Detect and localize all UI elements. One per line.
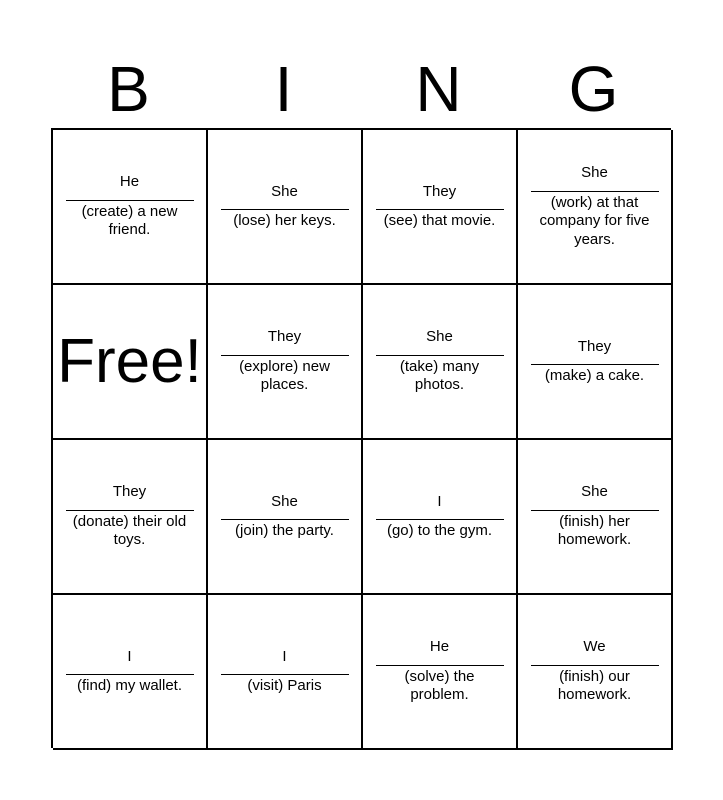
cell-phrase: (visit) Paris xyxy=(247,677,322,694)
bingo-cell xyxy=(363,595,518,750)
answer-blank-line xyxy=(221,674,349,675)
cell-subject: They xyxy=(267,328,302,346)
answer-blank-line xyxy=(66,674,194,675)
header-letter-n: N xyxy=(415,53,462,125)
cell-phrase: (join) the party. xyxy=(235,522,334,539)
bingo-cell xyxy=(53,595,208,750)
bingo-cell xyxy=(518,440,673,595)
bingo-cell xyxy=(53,130,208,285)
cell-subject: I xyxy=(282,647,287,665)
bingo-cell xyxy=(363,285,518,440)
cell-phrase: (finish) our homework. xyxy=(557,667,632,704)
cell-subject: She xyxy=(426,328,453,346)
answer-blank-line xyxy=(221,355,349,356)
bingo-cell xyxy=(518,130,673,285)
cell-subject: He xyxy=(429,638,450,656)
cell-phrase: (see) that movie. xyxy=(383,212,496,229)
bingo-cell xyxy=(518,285,673,440)
answer-blank-line xyxy=(376,665,504,666)
cell-phrase: (explore) new places. xyxy=(239,357,330,394)
bingo-header xyxy=(51,50,671,128)
bingo-cell xyxy=(363,440,518,595)
cell-subject: They xyxy=(112,483,147,501)
cell-subject: She xyxy=(581,164,608,181)
bingo-cell xyxy=(208,595,363,750)
cell-phrase: (take) many photos. xyxy=(399,357,480,394)
cell-subject: He xyxy=(119,173,140,191)
cell-phrase: (donate) their old toys. xyxy=(72,512,187,549)
answer-blank-line xyxy=(221,519,349,520)
answer-blank-line xyxy=(531,191,659,192)
cell-phrase: (work) at that company for five years. xyxy=(539,193,650,248)
header-letter-b: B xyxy=(107,53,150,125)
answer-blank-line xyxy=(531,665,659,666)
bingo-cell xyxy=(208,130,363,285)
bingo-cell xyxy=(208,285,363,440)
cell-phrase: (lose) her keys. xyxy=(233,212,336,229)
bingo-cell xyxy=(518,595,673,750)
answer-blank-line xyxy=(66,510,194,511)
header-letter-g: G xyxy=(568,53,619,125)
cell-subject: I xyxy=(437,492,442,510)
bingo-grid xyxy=(51,128,671,748)
cell-phrase: (go) to the gym. xyxy=(386,522,493,539)
cell-phrase: (solve) the problem. xyxy=(404,667,475,704)
free-space-cell: Free! xyxy=(53,285,208,440)
cell-phrase: (finish) her homework. xyxy=(557,512,632,549)
cell-phrase: (make) a cake. xyxy=(544,367,645,384)
bingo-cell xyxy=(53,440,208,595)
answer-blank-line xyxy=(66,200,194,201)
cell-phrase: (create) a new friend. xyxy=(81,202,178,239)
answer-blank-line xyxy=(531,364,659,365)
cell-subject: I xyxy=(127,647,132,665)
cell-subject: They xyxy=(422,182,457,200)
bingo-cell xyxy=(208,440,363,595)
bingo-cell xyxy=(363,130,518,285)
answer-blank-line xyxy=(376,209,504,210)
cell-phrase: (find) my wallet. xyxy=(76,677,183,694)
cell-subject: They xyxy=(577,337,612,355)
cell-subject: She xyxy=(581,483,608,501)
answer-blank-line xyxy=(221,209,349,210)
answer-blank-line xyxy=(376,519,504,520)
cell-subject: She xyxy=(271,182,298,200)
cell-subject: She xyxy=(271,492,298,510)
answer-blank-line xyxy=(531,510,659,511)
header-letter-i: I xyxy=(274,53,293,125)
answer-blank-line xyxy=(376,355,504,356)
cell-subject: We xyxy=(583,638,606,656)
